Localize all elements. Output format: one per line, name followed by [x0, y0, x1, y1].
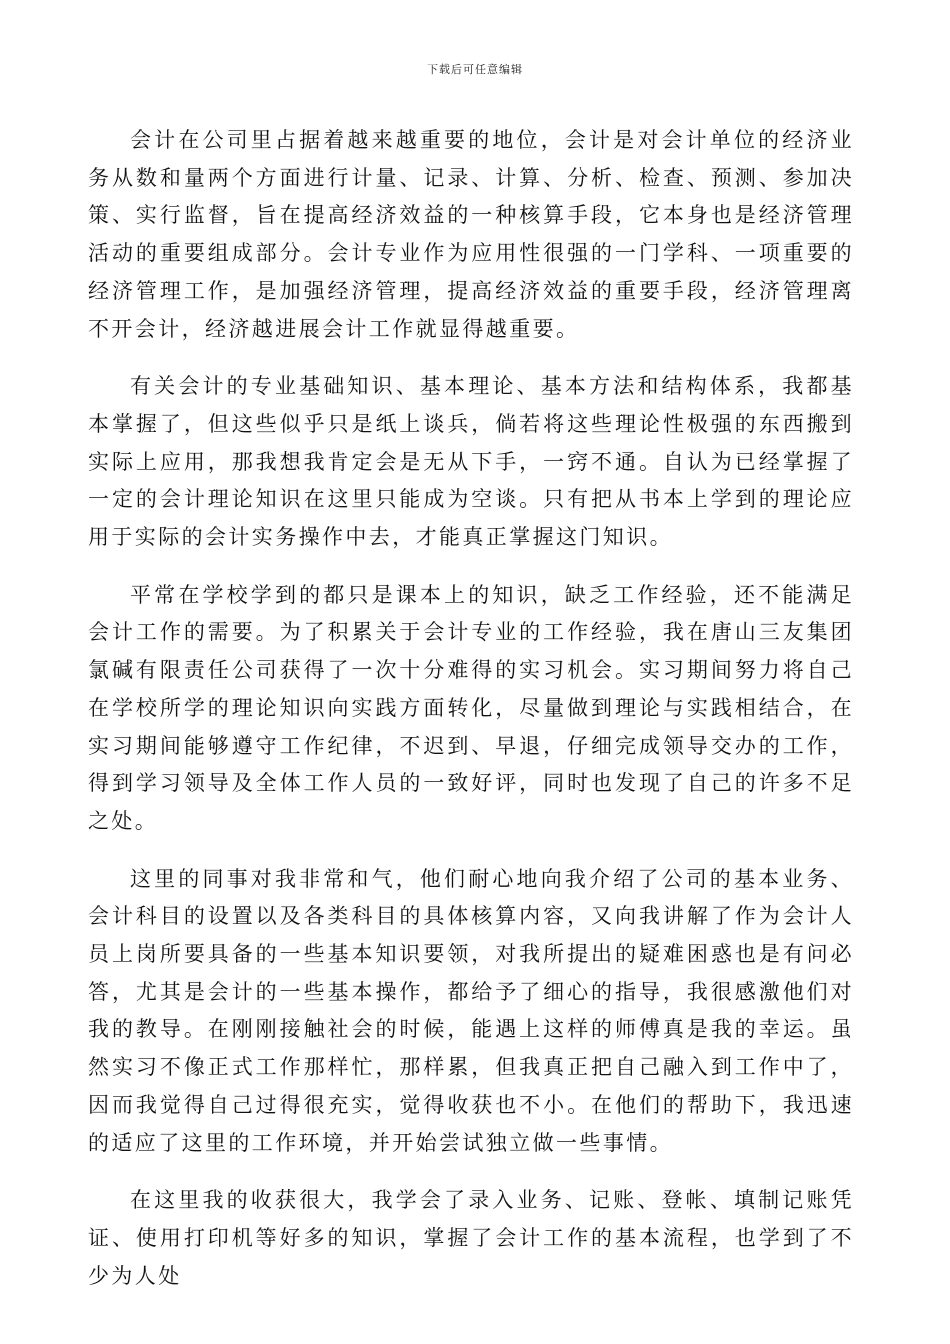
paragraph-3: 平常在学校学到的都只是课本上的知识，缺乏工作经验，还不能满足会计工作的需要。为了积累关于会计专业的工作经验，我在唐山三友集团氯碱有限责任公司获得了一次十分难得的实习机会。实习期间努力将自己在学校所学的理论知识向实践方面转化，尽量做到理论与实践相结合，在实习期间能够遵守工作纪律，不迟到、早退，仔细完成领导交办的工作，得到学习领导及全体工作人员的一致好评，同时也发现了自己的许多不足之处。: [88, 582, 854, 833]
paragraph-1: 会计在公司里占据着越来越重要的地位，会计是对会计单位的经济业务从数和量两个方面进行计量、记录、计算、分析、检查、预测、参加决策、实行监督，旨在提高经济效益的一种核算手段，它本身也是经济管理活动的重要组成部分。会计专业作为应用性很强的一门学科、一项重要的经济管理工作，是加强经济管理，提高经济效益的重要手段，经济管理离不开会计，经济越进展会计工作就显得越重要。: [88, 128, 854, 341]
paragraph-2: 有关会计的专业基础知识、基本理论、基本方法和结构体系，我都基本掌握了，但这些似乎只是纸上谈兵，倘若将这些理论性极强的东西搬到实际上应用，那我想我肯定会是无从下手，一窍不通。自认为已经掌握了一定的会计理论知识在这里只能成为空谈。只有把从书本上学到的理论应用于实际的会计实务操作中去，才能真正掌握这门知识。: [88, 374, 854, 550]
page-header: 下载后可任意编辑: [427, 63, 523, 76]
document-body: [88, 122, 854, 1315]
paragraph-5: 在这里我的收获很大，我学会了录入业务、记账、登帐、填制记账凭证、使用打印机等好多的知识，掌握了会计工作的基本流程，也学到了不少为人处: [88, 1188, 854, 1288]
paragraph-4: 这里的同事对我非常和气，他们耐心地向我介绍了公司的基本业务、会计科目的设置以及各类科目的具体核算内容，又向我讲解了作为会计人员上岗所要具备的一些基本知识要领，对我所提出的疑难困惑也是有问必答，尤其是会计的一些基本操作，都给予了细心的指导，我很感激他们对我的教导。在刚刚接触社会的时候，能遇上这样的师傅真是我的幸运。虽然实习不像正式工作那样忙，那样累，但我真正把自己融入到工作中了，因而我觉得自己过得很充实，觉得收获也不小。在他们的帮助下，我迅速的适应了这里的工作环境，并开始尝试独立做一些事情。: [88, 866, 854, 1155]
